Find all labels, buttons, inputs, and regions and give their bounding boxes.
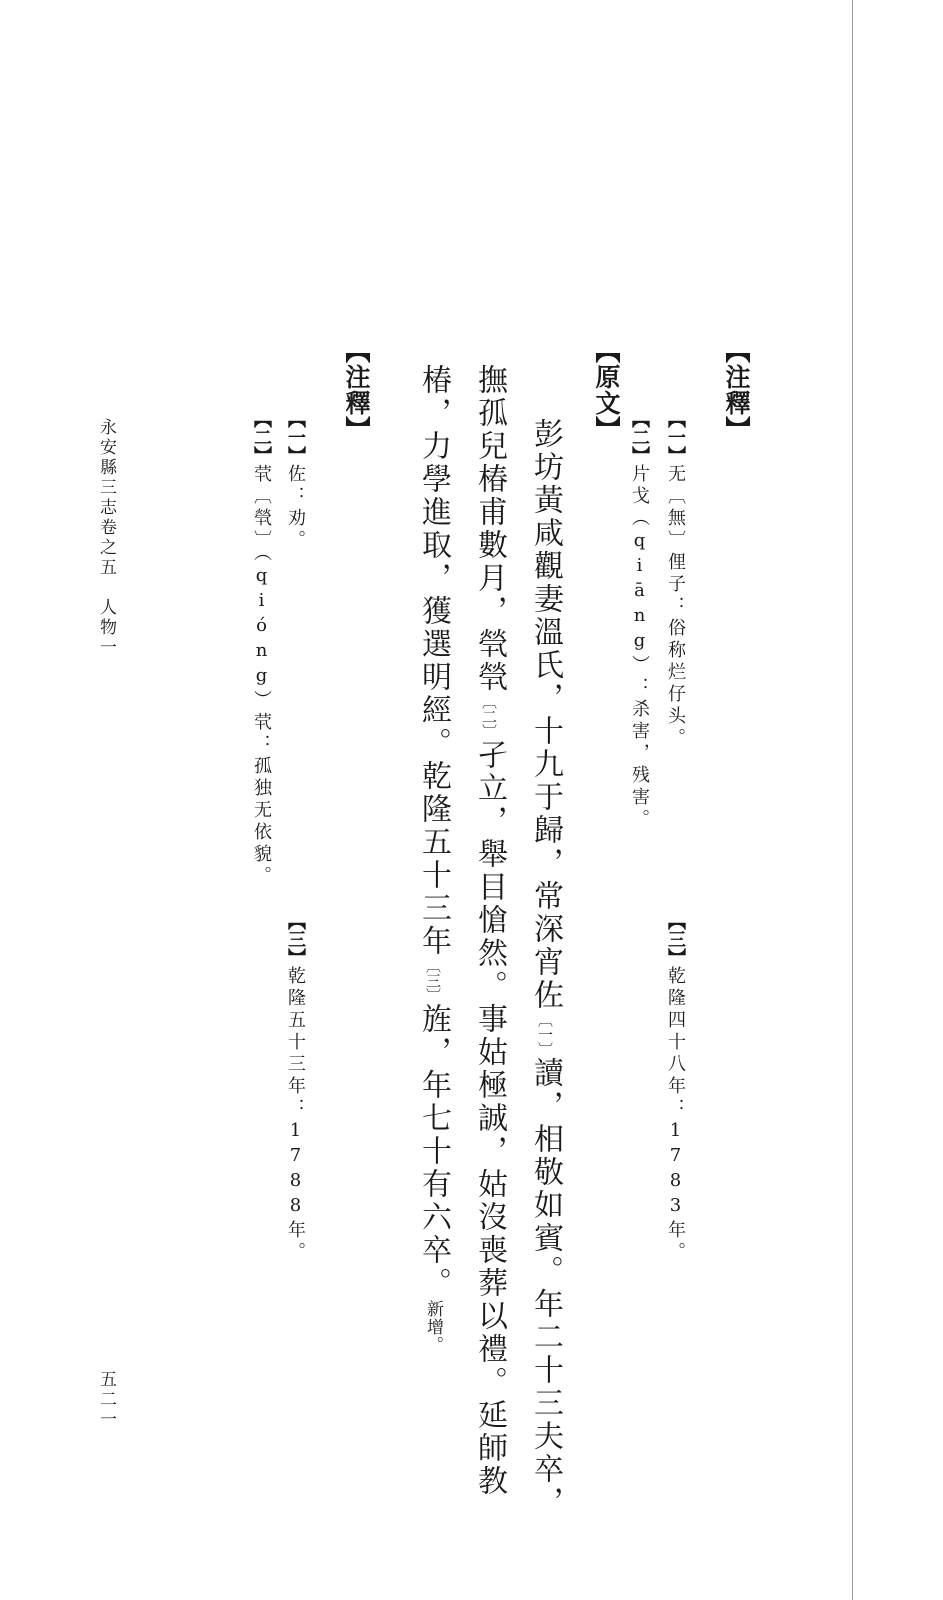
original-line-3 bbox=[416, 364, 451, 1354]
annotations-1-heading: 【注釋】 bbox=[722, 338, 751, 442]
annotation-1-note-3 bbox=[666, 912, 684, 1264]
annotation-2-note-3 bbox=[286, 912, 304, 1264]
annotations-2-heading: 【注釋】 bbox=[342, 338, 371, 442]
note-mark: 【三】 bbox=[285, 912, 306, 966]
text-run: 椿，力學進取，獲選明經。乾隆五十三年 bbox=[416, 364, 451, 958]
original-heading: 【原文】 bbox=[592, 338, 621, 442]
annotation-1-note-2 bbox=[630, 410, 648, 831]
page-number: 五二一 bbox=[96, 1370, 116, 1430]
footnote-ref: 〔三〕 bbox=[424, 958, 442, 1003]
source-note: 新增。 bbox=[423, 1300, 443, 1354]
note-text: 佐：劝。 bbox=[285, 464, 306, 552]
note-text: 茕〔煢〕（qióng）茕：孤独无依貌。 bbox=[251, 464, 272, 888]
footnote-ref: 〔一〕 bbox=[536, 1012, 554, 1057]
text-run: 旌，年七十有六卒。 bbox=[416, 1003, 451, 1300]
note-text: 片戈（qiāng）：杀害，残害。 bbox=[629, 464, 650, 831]
text-run: 撫孤兒椿甫數月，煢煢 bbox=[472, 364, 507, 694]
note-mark: 【二】 bbox=[629, 410, 650, 464]
original-line-1 bbox=[528, 418, 563, 1519]
page-edge-line bbox=[852, 0, 853, 1600]
running-title: 永安縣三志卷之五 人物一 bbox=[96, 418, 116, 658]
original-line-2 bbox=[472, 364, 507, 1498]
note-text: 乾隆五十三年：1788年。 bbox=[285, 966, 306, 1264]
text-run: 孑立，舉目愴然。事姑極誠，姑沒喪葬以禮。延師教 bbox=[472, 739, 507, 1498]
note-mark: 【三】 bbox=[665, 912, 686, 966]
note-text: 无〔無〕俚子：俗称烂仔头。 bbox=[665, 464, 686, 750]
annotation-2-note-2 bbox=[252, 410, 270, 888]
note-mark: 【二】 bbox=[251, 410, 272, 464]
text-run: 讀，相敬如賓。年二十三夫卒， bbox=[528, 1057, 563, 1519]
annotation-2-note-1 bbox=[286, 410, 304, 552]
note-mark: 【一】 bbox=[285, 410, 306, 464]
note-mark: 【一】 bbox=[665, 410, 686, 464]
annotation-1-note-1 bbox=[666, 410, 684, 750]
note-text: 乾隆四十八年：1783年。 bbox=[665, 966, 686, 1264]
text-run: 彭坊黃咸觀妻溫氏，十九于歸，常深宵佐 bbox=[528, 418, 563, 1012]
footnote-ref: 〔二〕 bbox=[480, 694, 498, 739]
